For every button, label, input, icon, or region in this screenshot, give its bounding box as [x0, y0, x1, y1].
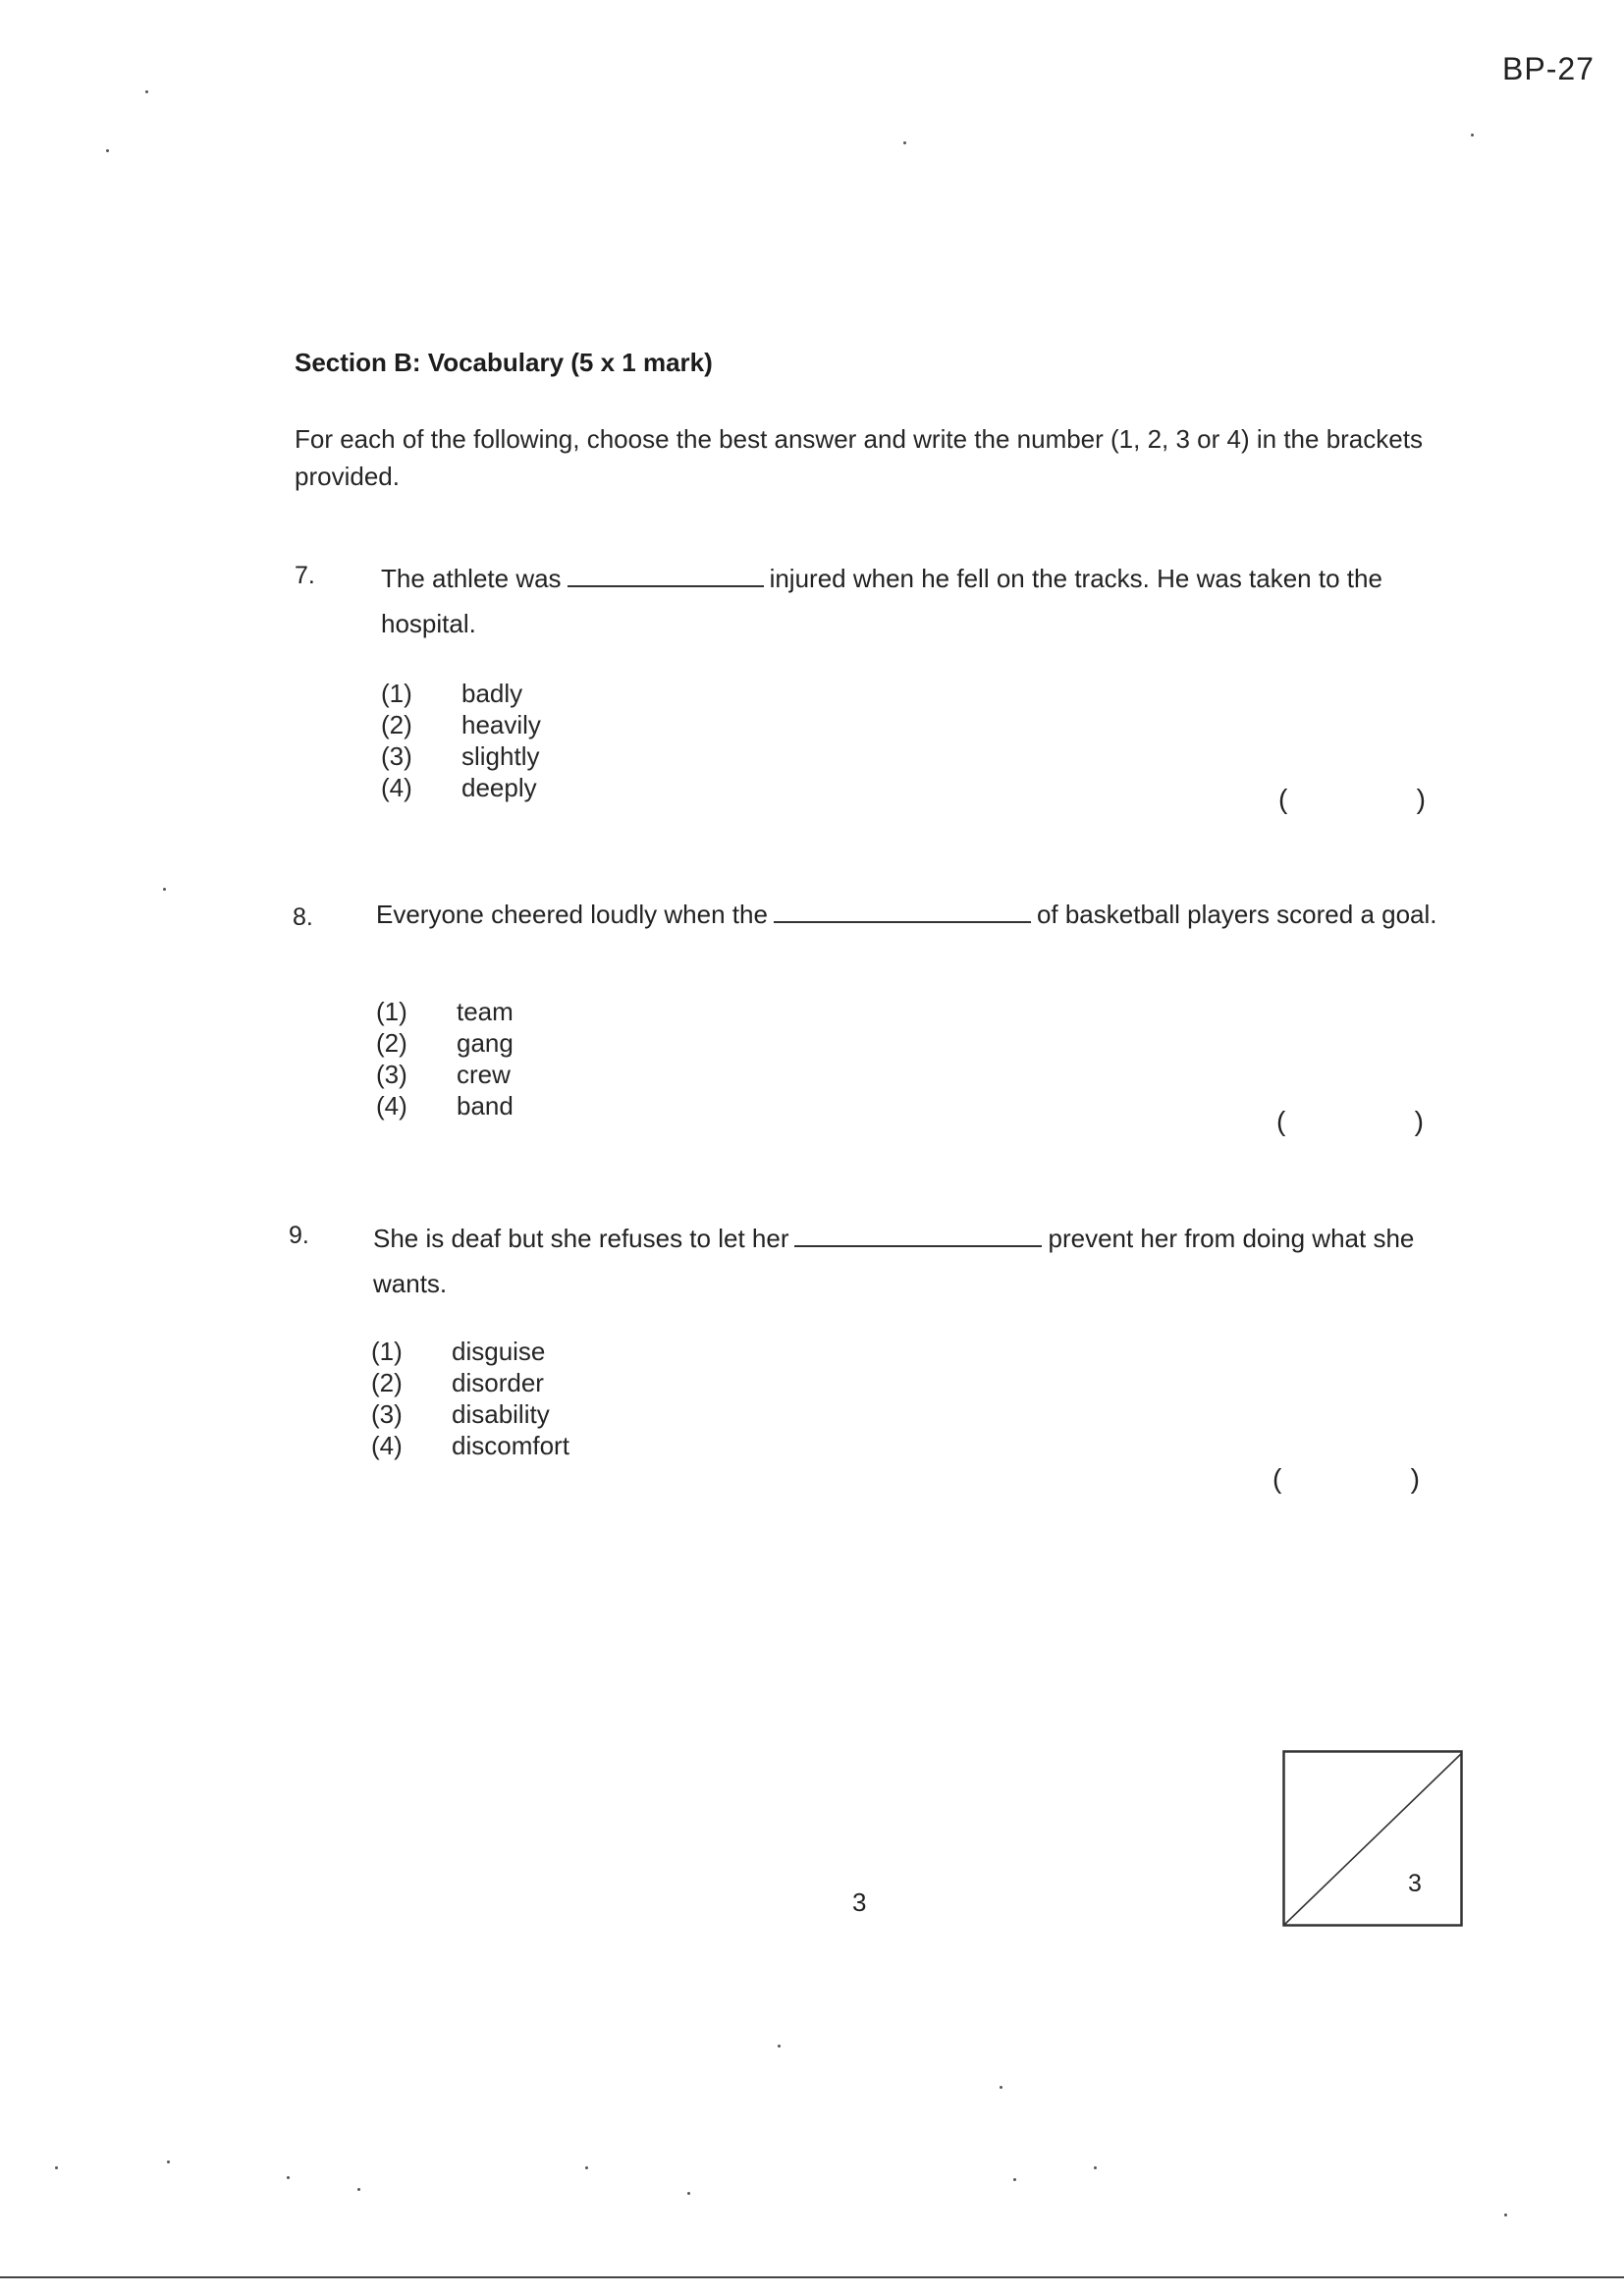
marks-box-value: 3 [1408, 1870, 1422, 1897]
scan-speck [1094, 2166, 1097, 2169]
question-7-stem-after: injured when he fell on the tracks. He was taken to the hospital. [381, 564, 1382, 638]
question-9-option-2[interactable] [371, 1367, 569, 1398]
section-title: Section B: Vocabulary (5 x 1 mark) [295, 348, 713, 377]
question-9-option-1[interactable] [371, 1336, 569, 1367]
question-8-option-2[interactable] [376, 1027, 514, 1059]
option-number: (2) [381, 710, 412, 739]
question-9-stem-after: prevent her from doing what she wants. [373, 1224, 1415, 1298]
question-7-option-1[interactable] [381, 678, 541, 709]
option-text: heavily [461, 710, 541, 739]
scan-speck [903, 141, 906, 144]
question-8-stem-after: of basketball players scored a goal. [1036, 900, 1437, 929]
bracket-open: ( [1272, 1463, 1282, 1494]
scan-speck [585, 2166, 588, 2169]
question-9-option-3[interactable] [371, 1398, 569, 1430]
question-8-option-1[interactable] [376, 996, 514, 1027]
option-text: disguise [452, 1337, 546, 1366]
scan-speck [145, 90, 148, 93]
question-8-stem [376, 898, 1466, 931]
question-9-option-4[interactable] [371, 1430, 569, 1461]
marks-box [1282, 1750, 1463, 1927]
option-number: (4) [371, 1431, 403, 1460]
bracket-close: ) [1410, 1463, 1420, 1494]
question-7-option-3[interactable] [381, 740, 541, 772]
scan-speck [778, 2045, 781, 2048]
question-9-stem-before: She is deaf but she refuses to let her [373, 1224, 789, 1253]
option-number: (3) [376, 1060, 407, 1089]
question-9-number: 9. [289, 1222, 309, 1249]
question-8-option-4[interactable] [376, 1090, 514, 1121]
question-7-options [381, 678, 541, 803]
option-text: gang [457, 1028, 514, 1058]
bracket-open: ( [1276, 1106, 1286, 1136]
scan-speck [106, 149, 109, 152]
option-text: slightly [461, 741, 540, 771]
scan-speck [167, 2160, 170, 2163]
scan-speck [55, 2166, 58, 2169]
page-number: 3 [852, 1887, 867, 1917]
question-7-number: 7. [295, 562, 315, 589]
bottom-rule [0, 2276, 1624, 2278]
option-number: (1) [376, 997, 407, 1026]
question-9-stem [373, 1216, 1463, 1306]
bracket-close: ) [1416, 784, 1426, 814]
option-number: (3) [371, 1399, 403, 1429]
question-8-blank[interactable] [774, 900, 1031, 923]
question-8-option-3[interactable] [376, 1059, 514, 1090]
bracket-close: ) [1414, 1106, 1424, 1136]
option-number: (2) [376, 1028, 407, 1058]
question-7-option-4[interactable] [381, 772, 541, 803]
option-text: badly [461, 679, 523, 708]
paper-code: BP-27 [1502, 51, 1595, 86]
scan-speck [1504, 2214, 1507, 2216]
scan-speck [357, 2188, 360, 2191]
question-8-number: 8. [293, 903, 313, 931]
option-text: disorder [452, 1368, 544, 1397]
scan-speck [1471, 134, 1474, 137]
bracket-open: ( [1278, 784, 1288, 814]
marks-box-frame [1282, 1750, 1463, 1927]
option-number: (3) [381, 741, 412, 771]
option-text: discomfort [452, 1431, 569, 1460]
option-text: crew [457, 1060, 511, 1089]
option-number: (1) [381, 679, 412, 708]
scan-speck [287, 2176, 290, 2179]
question-8-stem-before: Everyone cheered loudly when the [376, 900, 768, 929]
option-number: (2) [371, 1368, 403, 1397]
question-8-answer-bracket[interactable] [1276, 1106, 1424, 1137]
scan-speck [163, 888, 166, 891]
option-number: (1) [371, 1337, 403, 1366]
option-number: (4) [376, 1091, 407, 1121]
option-text: band [457, 1091, 514, 1121]
question-7-stem-before: The athlete was [381, 564, 562, 593]
section-instruction: For each of the following, choose the best answer and write the number (1, 2, 3 or 4) in the brackets provided. [295, 424, 1423, 491]
option-text: deeply [461, 773, 537, 802]
question-7-answer-bracket[interactable] [1278, 784, 1426, 815]
question-7-stem [381, 556, 1471, 646]
option-text: disability [452, 1399, 550, 1429]
question-9-blank[interactable] [794, 1224, 1042, 1247]
scan-speck [1000, 2086, 1002, 2089]
question-7-blank[interactable] [568, 564, 764, 587]
option-number: (4) [381, 773, 412, 802]
scan-speck [687, 2192, 690, 2195]
question-7-option-2[interactable] [381, 709, 541, 740]
option-text: team [457, 997, 514, 1026]
scan-speck [1013, 2178, 1016, 2181]
question-9-options [371, 1336, 569, 1461]
question-8-options [376, 996, 514, 1121]
question-9-answer-bracket[interactable] [1272, 1463, 1420, 1495]
